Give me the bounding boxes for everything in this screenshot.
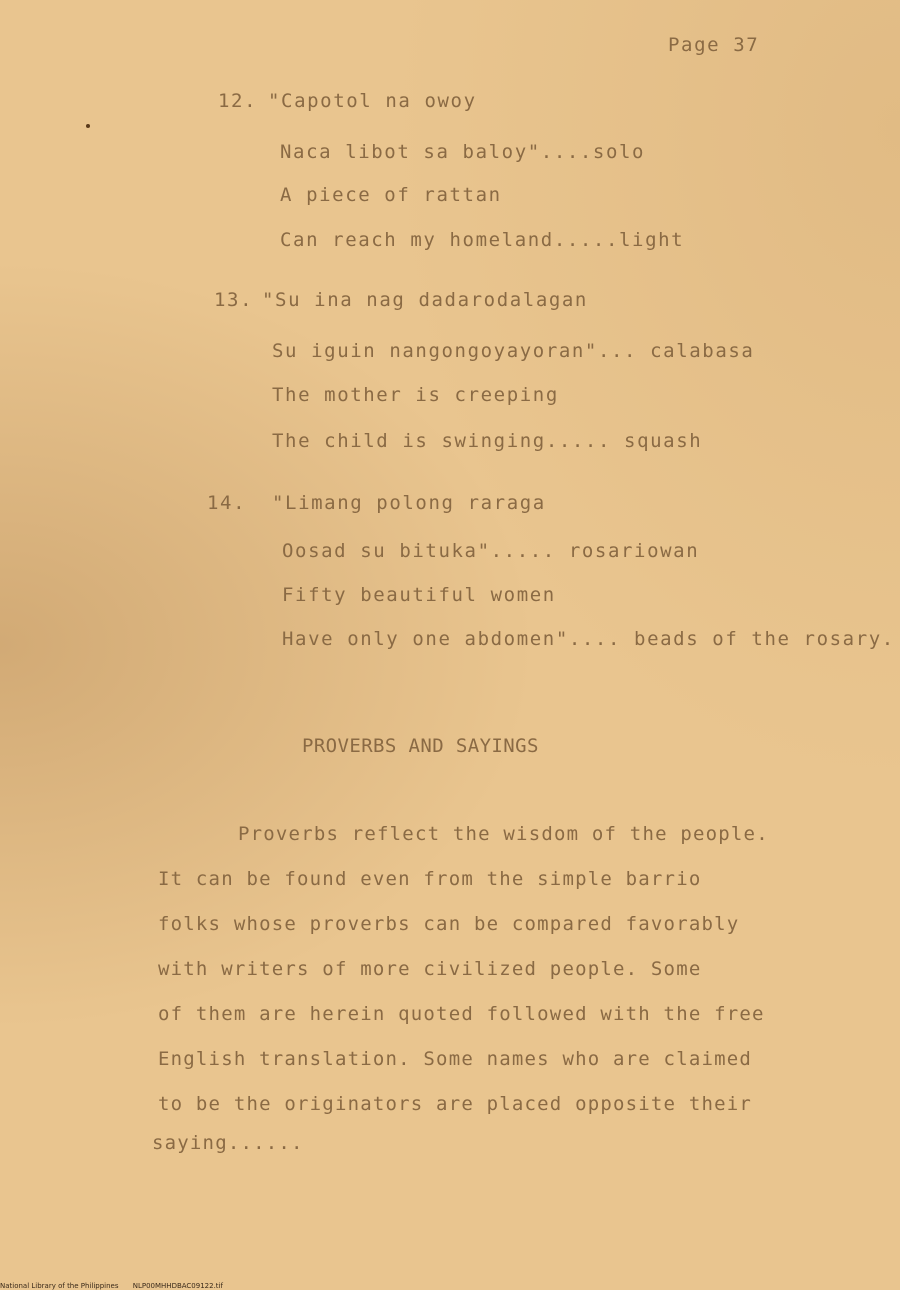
riddle-line: "Capotol na owoy [268, 90, 477, 112]
footer-filename: NLP00MHHDBAC09122.tif [132, 1282, 223, 1290]
riddle-line: Naca libot sa baloy"....solo [280, 141, 646, 163]
section-title: PROVERBS AND SAYINGS [302, 735, 539, 757]
scan-footer [0, 1282, 235, 1290]
riddle-number: 12. [218, 90, 258, 112]
paragraph-line: It can be found even from the simple barrio [158, 868, 702, 890]
riddle-line: Can reach my homeland.....light [280, 229, 685, 251]
paragraph-line: Proverbs reflect the wisdom of the people. [238, 823, 769, 845]
footer-library: National Library of the Philippines [0, 1282, 119, 1290]
riddle-line: A piece of rattan [280, 184, 502, 206]
paragraph-line: of them are herein quoted followed with the free [158, 1003, 765, 1025]
paragraph-line: English translation. Some names who are claimed [158, 1048, 753, 1070]
paragraph-line: to be the originators are placed opposite their [158, 1093, 753, 1115]
riddle-number: 14. [207, 492, 247, 514]
paragraph-line: with writers of more civilized people. Some [158, 958, 702, 980]
riddle-line: "Su ina nag dadarodalagan [262, 289, 588, 311]
ink-speck [86, 124, 90, 128]
riddle-line: Have only one abdomen".... beads of the rosary. [282, 628, 895, 650]
riddle-line: "Limang polong raraga [272, 492, 546, 514]
riddle-number: 13. [214, 289, 254, 311]
riddle-line: Oosad su bituka"..... rosariowan [282, 540, 700, 562]
riddle-line: The child is swinging..... squash [272, 430, 703, 452]
paragraph-line: folks whose proverbs can be compared favorably [158, 913, 740, 935]
riddle-line: Su iguin nangongoyayoran"... calabasa [272, 340, 755, 362]
paragraph-line: saying...... [152, 1132, 304, 1154]
riddle-line: The mother is creeping [272, 384, 559, 406]
page-number: Page 37 [668, 34, 760, 56]
riddle-line: Fifty beautiful women [282, 584, 556, 606]
